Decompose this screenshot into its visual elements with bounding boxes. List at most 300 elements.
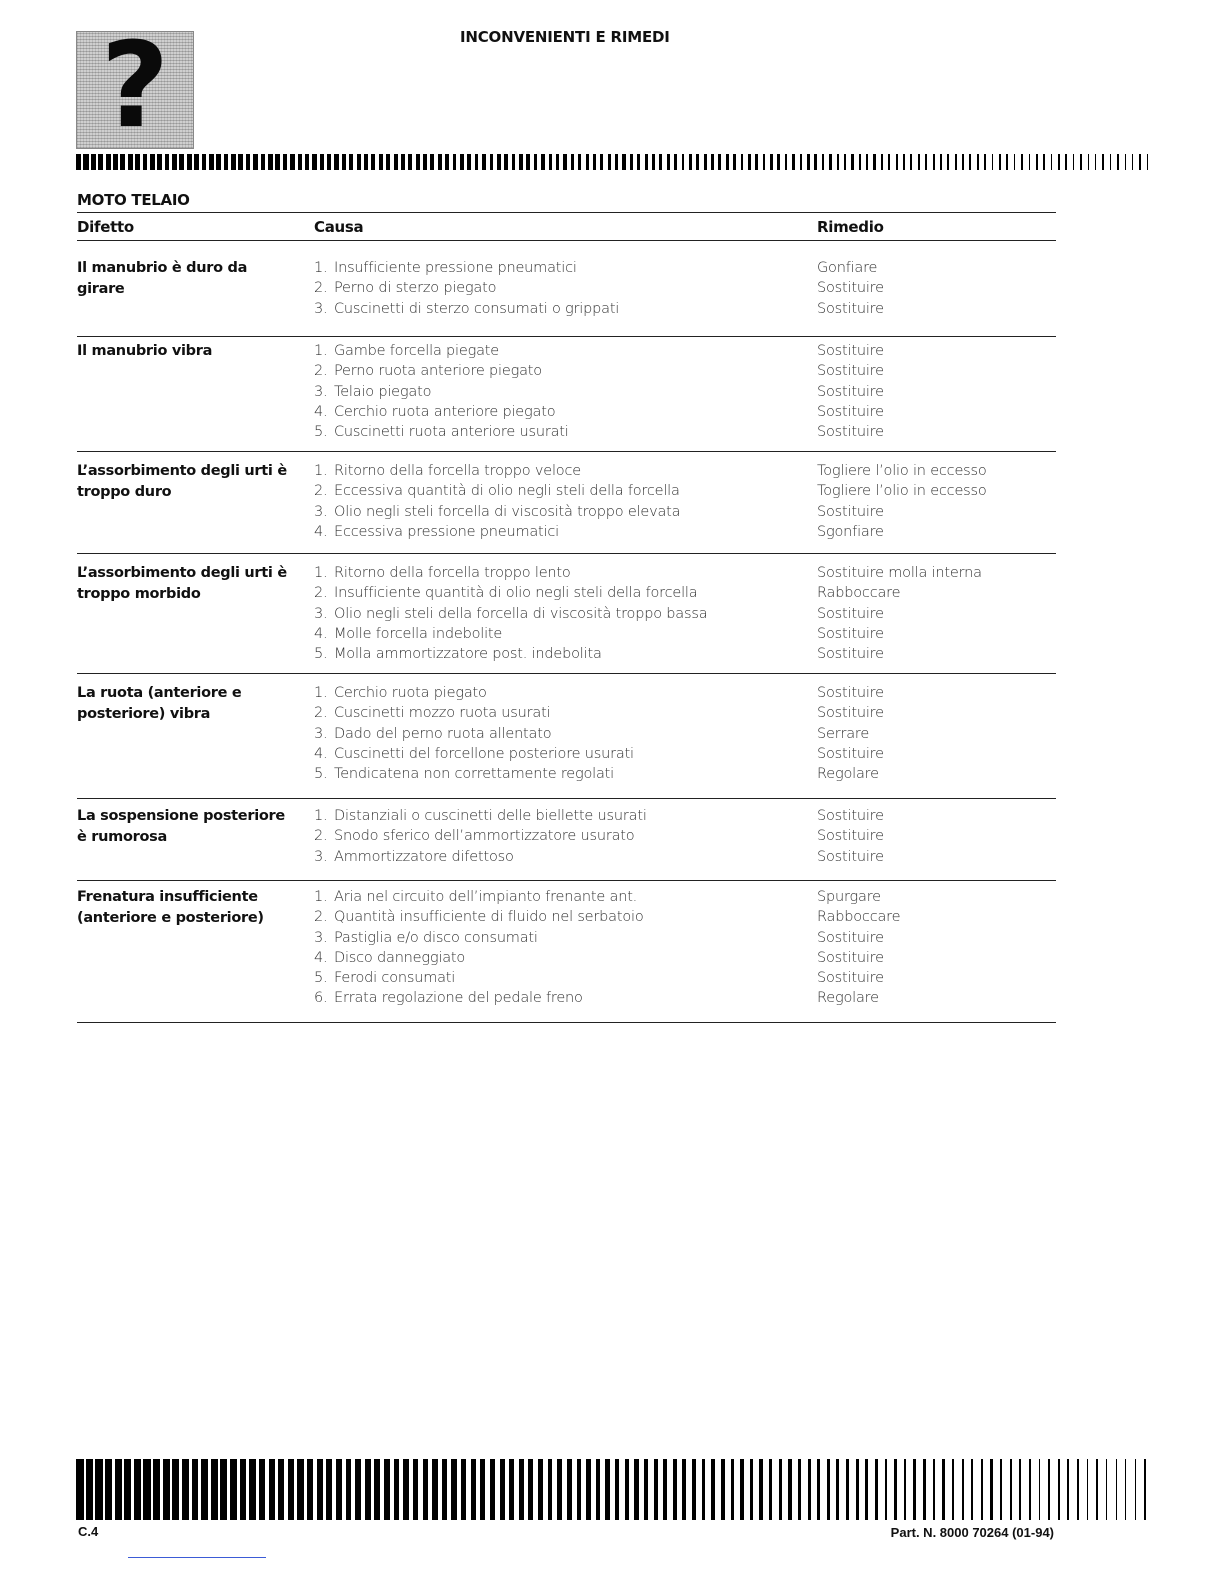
barcode-bar <box>519 1459 524 1520</box>
barcode-bar <box>106 154 111 170</box>
barcode-bar <box>866 154 868 170</box>
table-header-rule <box>77 240 1056 241</box>
remedy-item: Sostituire <box>817 828 884 845</box>
cause-number: 5. <box>314 646 328 663</box>
cause-number: 1. <box>314 808 328 824</box>
defect-label: L’assorbimento degli urti è troppo morbido <box>77 565 287 602</box>
barcode-bar <box>246 154 251 170</box>
barcode-bar <box>423 1459 429 1520</box>
cause-item <box>314 583 804 603</box>
remedy-item: Sostituire <box>817 705 884 722</box>
cause-item <box>314 382 804 402</box>
barcode-bar <box>1088 154 1090 170</box>
barcode-bar <box>528 1459 533 1520</box>
barcode-bar <box>1000 1459 1002 1520</box>
barcode-bar <box>128 154 133 170</box>
barcode-bar <box>586 154 589 170</box>
barcode-bar <box>1116 1459 1117 1520</box>
barcode-bar <box>1006 154 1008 170</box>
barcode-bar <box>259 1459 266 1520</box>
barcode-bar <box>320 154 324 170</box>
barcode-bar <box>153 1459 160 1520</box>
barcode-bar <box>779 1459 782 1520</box>
barcode-bar <box>134 1459 141 1520</box>
cause-number: 6. <box>314 990 328 1007</box>
barcode-bar <box>534 154 538 170</box>
cause-number: 3. <box>314 848 328 865</box>
footer-rule <box>128 1557 266 1558</box>
barcode-bar <box>297 1459 303 1520</box>
barcode-bar <box>1110 154 1111 170</box>
barcode-bar <box>1067 1459 1069 1520</box>
cause-text: Snodo sferico dell’ammortizzatore usurato <box>334 828 635 845</box>
remedy-item: Sostituire <box>817 300 884 317</box>
cause-item <box>314 402 804 422</box>
cause-number: 1. <box>314 343 328 359</box>
barcode-bar <box>947 154 949 170</box>
barcode-bar <box>659 154 662 170</box>
barcode-bar <box>925 154 927 170</box>
cause-number: 3. <box>314 503 328 520</box>
defect-label: Il manubrio vibra <box>77 343 213 359</box>
barcode-bar <box>261 154 266 170</box>
barcode-bar <box>209 154 214 170</box>
page-number: C.4 <box>78 1524 99 1539</box>
barcode-bar <box>556 154 559 170</box>
barcode-bar <box>1144 1459 1145 1520</box>
barcode-bar <box>401 154 405 170</box>
barcode-bar <box>342 154 346 170</box>
barcode-bar <box>844 154 846 170</box>
barcode-bar <box>625 1459 629 1520</box>
barcode-bar <box>1132 154 1133 170</box>
barcode-bar <box>933 154 935 170</box>
cause-number: 2. <box>314 828 328 845</box>
barcode-bar <box>748 154 751 170</box>
barcode-bar <box>83 154 88 170</box>
barcode-bar <box>733 154 736 170</box>
barcode-bar <box>769 1459 772 1520</box>
barcode-bar <box>800 154 803 170</box>
cause-number: 2. <box>314 363 328 380</box>
remedy-list <box>817 887 1057 1009</box>
cause-item <box>314 258 804 278</box>
cause-list <box>314 341 804 442</box>
barcode-bar <box>875 1459 878 1520</box>
row-separator <box>77 798 1056 799</box>
barcode-bar <box>1077 1459 1079 1520</box>
barcode-bar <box>238 154 243 170</box>
barcode-bar <box>702 1459 706 1520</box>
barcode-bar <box>283 154 287 170</box>
barcode-bar <box>384 1459 390 1520</box>
cause-text: Disco danneggiato <box>334 949 466 966</box>
cause-number: 5. <box>314 766 328 783</box>
barcode-bar <box>249 1459 256 1520</box>
barcode-bar <box>741 154 744 170</box>
barcode-bar <box>1139 154 1140 170</box>
defect-label: La ruota (anteriore e posteriore) vibra <box>77 685 242 722</box>
barcode-bar <box>837 154 839 170</box>
barcode-bar <box>1010 1459 1012 1520</box>
barcode-bar <box>194 154 199 170</box>
barcode-bar <box>1029 154 1031 170</box>
cause-number: 3. <box>314 929 328 946</box>
barcode-bar <box>416 154 420 170</box>
barcode-bar <box>785 154 788 170</box>
barcode-bar <box>763 154 766 170</box>
cause-number: 4. <box>314 949 328 966</box>
cause-item <box>314 644 804 664</box>
barcode-bar <box>557 1459 562 1520</box>
barcode-bar <box>1147 154 1148 170</box>
barcode-bar <box>371 154 375 170</box>
remedy-item: Serrare <box>817 725 870 742</box>
barcode-bar <box>269 1459 275 1520</box>
barcode-bar <box>593 154 596 170</box>
cause-text: Pastiglia e/o disco consumati <box>334 929 538 946</box>
barcode-bar <box>165 154 170 170</box>
barcode-bar <box>157 154 162 170</box>
barcode-bar <box>1058 154 1060 170</box>
barcode-bar <box>615 154 618 170</box>
remedy-item: Sostituire <box>817 745 884 762</box>
cause-item <box>314 422 804 442</box>
barcode-bar <box>172 154 177 170</box>
barcode-bar <box>608 154 611 170</box>
barcode-bar <box>999 154 1001 170</box>
cause-item <box>314 907 804 927</box>
remedy-list <box>817 258 1057 319</box>
barcode-bar <box>770 154 773 170</box>
barcode-bar <box>955 154 957 170</box>
barcode-bar <box>873 154 875 170</box>
barcode-bar <box>317 1459 323 1520</box>
barcode-bar <box>674 154 677 170</box>
barcode-bar <box>654 1459 658 1520</box>
cause-item <box>314 563 804 583</box>
cause-text: Cerchio ruota piegato <box>334 685 487 701</box>
barcode-bar <box>490 154 494 170</box>
barcode-bar <box>461 1459 466 1520</box>
barcode-bar <box>423 154 427 170</box>
barcode-bar <box>933 1459 935 1520</box>
barcode-bar <box>1051 154 1053 170</box>
barcode-bar <box>578 154 581 170</box>
barcode-bar <box>334 154 338 170</box>
cause-number: 2. <box>314 909 328 926</box>
barcode-bar <box>894 1459 897 1520</box>
cause-text: Insufficiente quantità di olio negli steli della forcella <box>334 585 698 602</box>
cause-number: 2. <box>314 483 328 500</box>
barcode-bar <box>885 1459 888 1520</box>
cause-number: 2. <box>314 585 328 602</box>
barcode-bar <box>231 154 236 170</box>
barcode-bar <box>856 1459 859 1520</box>
barcode-bar <box>829 154 831 170</box>
remedy-item: Sostituire <box>817 343 884 359</box>
barcode-bar <box>386 154 390 170</box>
barcode-bar <box>586 1459 591 1520</box>
cause-number: 3. <box>314 383 328 400</box>
cause-text: Cuscinetti di sterzo consumati o grippati <box>334 300 620 317</box>
barcode-bar <box>143 1459 150 1520</box>
barcode-bar <box>1014 154 1016 170</box>
barcode-bar <box>230 1459 237 1520</box>
barcode-bar <box>692 1459 696 1520</box>
cause-text: Perno ruota anteriore piegato <box>334 363 542 380</box>
cause-item <box>314 624 804 644</box>
barcode-bar <box>1019 1459 1021 1520</box>
cause-text: Cuscinetti del forcellone posteriore usurati <box>334 745 634 762</box>
barcode-bar <box>211 1459 218 1520</box>
barcode-bar <box>150 154 155 170</box>
barcode-bar <box>500 1459 505 1520</box>
remedy-item: Sostituire <box>817 424 884 441</box>
cause-text: Aria nel circuito dell’impianto frenante ant. <box>334 889 638 905</box>
cause-text: Cuscinetti mozzo ruota usurati <box>334 705 551 722</box>
cause-item <box>314 522 804 542</box>
defect-label: La sospensione posteriore è rumorosa <box>77 808 285 845</box>
column-header-rimedio: Rimedio <box>817 218 884 236</box>
barcode-bar <box>113 154 118 170</box>
cause-number: 4. <box>314 745 328 762</box>
page-title: INCONVENIENTI E RIMEDI <box>460 28 670 46</box>
barcode-bar <box>644 1459 648 1520</box>
remedy-item: Sostituire <box>817 363 884 380</box>
barcode-bar <box>268 154 273 170</box>
barcode-bar <box>622 154 625 170</box>
cause-item <box>314 278 804 298</box>
barcode-bar <box>98 154 103 170</box>
barcode-bar <box>278 1459 284 1520</box>
barcode-bar <box>1125 1459 1126 1520</box>
cause-item <box>314 826 804 846</box>
barcode-bar <box>1087 1459 1089 1520</box>
barcode-bar <box>326 1459 332 1520</box>
barcode-bar <box>663 1459 667 1520</box>
barcode-bar <box>357 154 361 170</box>
remedy-item: Gonfiare <box>817 260 878 276</box>
remedy-item: Sgonfiare <box>817 523 884 540</box>
barcode-bar <box>336 1459 342 1520</box>
remedy-item: Sostituire <box>817 403 884 420</box>
barcode-bar <box>942 1459 944 1520</box>
barcode-bar <box>519 154 523 170</box>
remedy-item: Rabboccare <box>817 909 901 926</box>
barcode-bar <box>467 154 471 170</box>
cause-text: Molle forcella indebolite <box>334 625 503 642</box>
barcode-bar <box>182 1459 189 1520</box>
barcode-bar <box>667 154 670 170</box>
barcode-bar <box>888 154 890 170</box>
barcode-bar <box>240 1459 247 1520</box>
cause-text: Olio negli steli della forcella di viscosità troppo bassa <box>334 605 708 622</box>
barcode-bar <box>567 1459 572 1520</box>
cause-number: 1. <box>314 685 328 701</box>
barcode-bar <box>682 154 685 170</box>
barcode-bar <box>76 1459 84 1520</box>
remedy-list <box>817 461 1057 542</box>
cause-item <box>314 502 804 522</box>
cause-number: 4. <box>314 403 328 420</box>
remedy-item: Sostituire <box>817 808 884 824</box>
barcode-bar <box>984 154 986 170</box>
barcode-bar <box>76 154 81 170</box>
cause-text: Ritorno della forcella troppo veloce <box>334 463 581 479</box>
question-mark-icon <box>76 31 194 149</box>
barcode-bar <box>475 154 479 170</box>
barcode-bar <box>115 1459 122 1520</box>
barcode-bar <box>394 154 398 170</box>
decorative-barcode-top <box>76 154 1154 170</box>
barcode-bar <box>413 1459 419 1520</box>
barcode-bar <box>600 154 603 170</box>
barcode-bar <box>1021 154 1023 170</box>
barcode-bar <box>1096 1459 1097 1520</box>
cause-item <box>314 968 804 988</box>
remedy-item: Sostituire <box>817 383 884 400</box>
cause-item <box>314 604 804 624</box>
barcode-bar <box>453 154 457 170</box>
barcode-bar <box>1058 1459 1060 1520</box>
barcode-bar <box>305 154 309 170</box>
cause-text: Cerchio ruota anteriore piegato <box>334 403 556 420</box>
cause-item <box>314 299 804 319</box>
barcode-bar <box>814 154 817 170</box>
barcode-bar <box>346 1459 352 1520</box>
cause-item <box>314 461 804 481</box>
remedy-list <box>817 563 1057 664</box>
cause-item <box>314 948 804 968</box>
remedy-item: Regolare <box>817 990 879 1007</box>
barcode-bar <box>298 154 302 170</box>
barcode-bar <box>172 1459 179 1520</box>
cause-number: 4. <box>314 523 328 540</box>
barcode-bar <box>220 1459 227 1520</box>
cause-text: Molla ammortizzatore post. indebolita <box>334 646 602 663</box>
cause-number: 5. <box>314 424 328 441</box>
barcode-bar <box>163 1459 170 1520</box>
cause-item <box>314 703 804 723</box>
barcode-bar <box>682 1459 686 1520</box>
remedy-item: Sostituire <box>817 949 884 966</box>
barcode-bar <box>403 1459 409 1520</box>
cause-item <box>314 683 804 703</box>
cause-item <box>314 806 804 826</box>
barcode-bar <box>202 154 207 170</box>
barcode-bar <box>216 154 221 170</box>
barcode-bar <box>952 1459 954 1520</box>
barcode-bar <box>379 154 383 170</box>
barcode-bar <box>1125 154 1126 170</box>
cause-number: 3. <box>314 605 328 622</box>
barcode-bar <box>969 154 971 170</box>
barcode-bar <box>1106 1459 1107 1520</box>
barcode-bar <box>451 1459 456 1520</box>
cause-list <box>314 683 804 784</box>
cause-number: 5. <box>314 970 328 987</box>
barcode-bar <box>577 1459 582 1520</box>
barcode-bar <box>759 1459 763 1520</box>
remedy-item: Sostituire <box>817 970 884 987</box>
row-separator <box>77 336 1056 337</box>
barcode-bar <box>689 154 692 170</box>
barcode-bar <box>807 154 810 170</box>
cause-number: 1. <box>314 889 328 905</box>
barcode-bar <box>460 154 464 170</box>
barcode-bar <box>865 1459 868 1520</box>
barcode-bar <box>349 154 353 170</box>
barcode-bar <box>711 1459 715 1520</box>
barcode-bar <box>962 1459 964 1520</box>
cause-number: 2. <box>314 280 328 297</box>
cause-text: Ritorno della forcella troppo lento <box>334 565 571 581</box>
barcode-bar <box>962 154 964 170</box>
table-top-rule <box>77 212 1056 213</box>
barcode-bar <box>726 154 729 170</box>
barcode-bar <box>704 154 707 170</box>
barcode-bar <box>1102 154 1103 170</box>
barcode-bar <box>288 1459 294 1520</box>
barcode-bar <box>881 154 883 170</box>
cause-text: Distanziali o cuscinetti delle biellette usurati <box>334 808 647 824</box>
barcode-bar <box>143 154 148 170</box>
barcode-bar <box>1095 154 1096 170</box>
barcode-bar <box>1073 154 1075 170</box>
barcode-bar <box>696 154 699 170</box>
remedy-item: Sostituire <box>817 625 884 642</box>
cause-text: Telaio piegato <box>334 383 432 400</box>
barcode-bar <box>1039 1459 1041 1520</box>
barcode-bar <box>253 154 258 170</box>
row-separator <box>77 1022 1056 1023</box>
barcode-bar <box>135 154 140 170</box>
cause-number: 1. <box>314 565 328 581</box>
row-separator <box>77 673 1056 674</box>
barcode-bar <box>438 154 442 170</box>
barcode-bar <box>394 1459 400 1520</box>
cause-item <box>314 481 804 501</box>
cause-text: Ammortizzatore difettoso <box>334 848 514 865</box>
row-separator <box>77 880 1056 881</box>
cause-item <box>314 887 804 907</box>
remedy-item: Sostituire <box>817 605 884 622</box>
barcode-bar <box>817 1459 820 1520</box>
barcode-bar <box>977 154 979 170</box>
barcode-bar <box>187 154 192 170</box>
barcode-bar <box>798 1459 801 1520</box>
barcode-bar <box>432 1459 437 1520</box>
section-title: MOTO TELAIO <box>77 191 190 209</box>
barcode-bar <box>851 154 853 170</box>
barcode-bar <box>504 154 508 170</box>
remedy-list <box>817 341 1057 442</box>
barcode-bar <box>563 154 566 170</box>
barcode-bar <box>549 154 552 170</box>
barcode-bar <box>859 154 861 170</box>
barcode-bar <box>179 154 184 170</box>
barcode-bar <box>526 154 530 170</box>
barcode-bar <box>1036 154 1038 170</box>
barcode-bar <box>634 1459 638 1520</box>
barcode-bar <box>509 1459 514 1520</box>
defect-label: L’assorbimento degli urti è troppo duro <box>77 463 287 500</box>
barcode-bar <box>903 154 905 170</box>
barcode-bar <box>971 1459 973 1520</box>
barcode-bar <box>408 154 412 170</box>
remedy-list <box>817 683 1057 784</box>
